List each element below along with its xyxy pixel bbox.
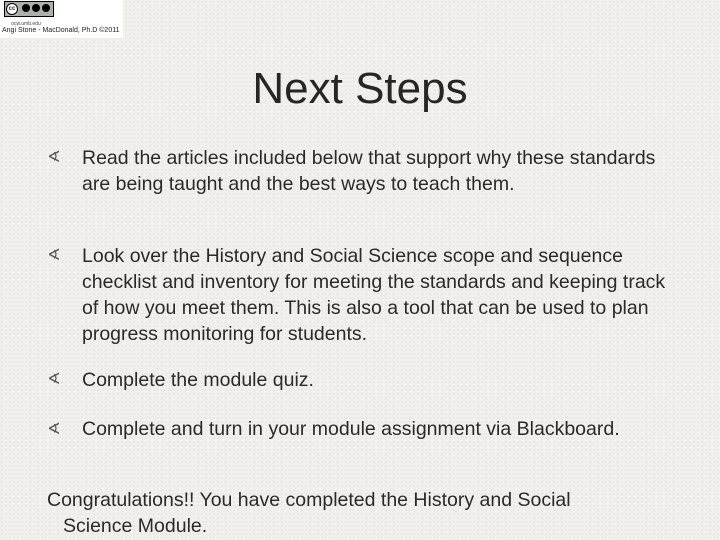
slide-title-text: Next Steps	[252, 64, 468, 113]
sharealike-icon	[42, 4, 50, 12]
bullet-item-read-articles: Read the articles included below that support why these standards are being taught and the best ways to teach them.	[82, 147, 656, 195]
bullet-item-module-quiz: Complete the module quiz.	[82, 369, 314, 391]
license-url: ocw.umb.edu	[11, 21, 41, 27]
attribution-icon	[22, 4, 30, 12]
creative-commons-badge	[4, 1, 54, 17]
closing-message	[47, 487, 687, 539]
closing-line-2: Science Module.	[63, 515, 208, 537]
bullet-arrow-icon: ∢	[47, 247, 61, 264]
license-logo	[0, 0, 123, 38]
cc-icon: cc	[6, 3, 18, 15]
license-credit: Angi Stone - MacDonald, Ph.D ©2011	[2, 27, 120, 34]
bullet-item-scope-checklist: Look over the History and Social Science scope and sequence checklist and inventory for meeting the standards and keeping track of how you meet them. This is also a tool that can be used to plan progress monitoring for students.	[82, 245, 666, 345]
noncommercial-icon	[32, 4, 40, 12]
bullet-arrow-icon: ∢	[47, 421, 61, 438]
closing-line-1: Congratulations!! You have completed the History and Social	[47, 489, 571, 511]
bullet-arrow-icon: ∢	[47, 371, 61, 388]
bullet-arrow-icon: ∢	[47, 149, 61, 166]
slide-title	[0, 64, 720, 114]
bullet-item-module-assignment: Complete and turn in your module assignment via Blackboard.	[82, 418, 620, 440]
